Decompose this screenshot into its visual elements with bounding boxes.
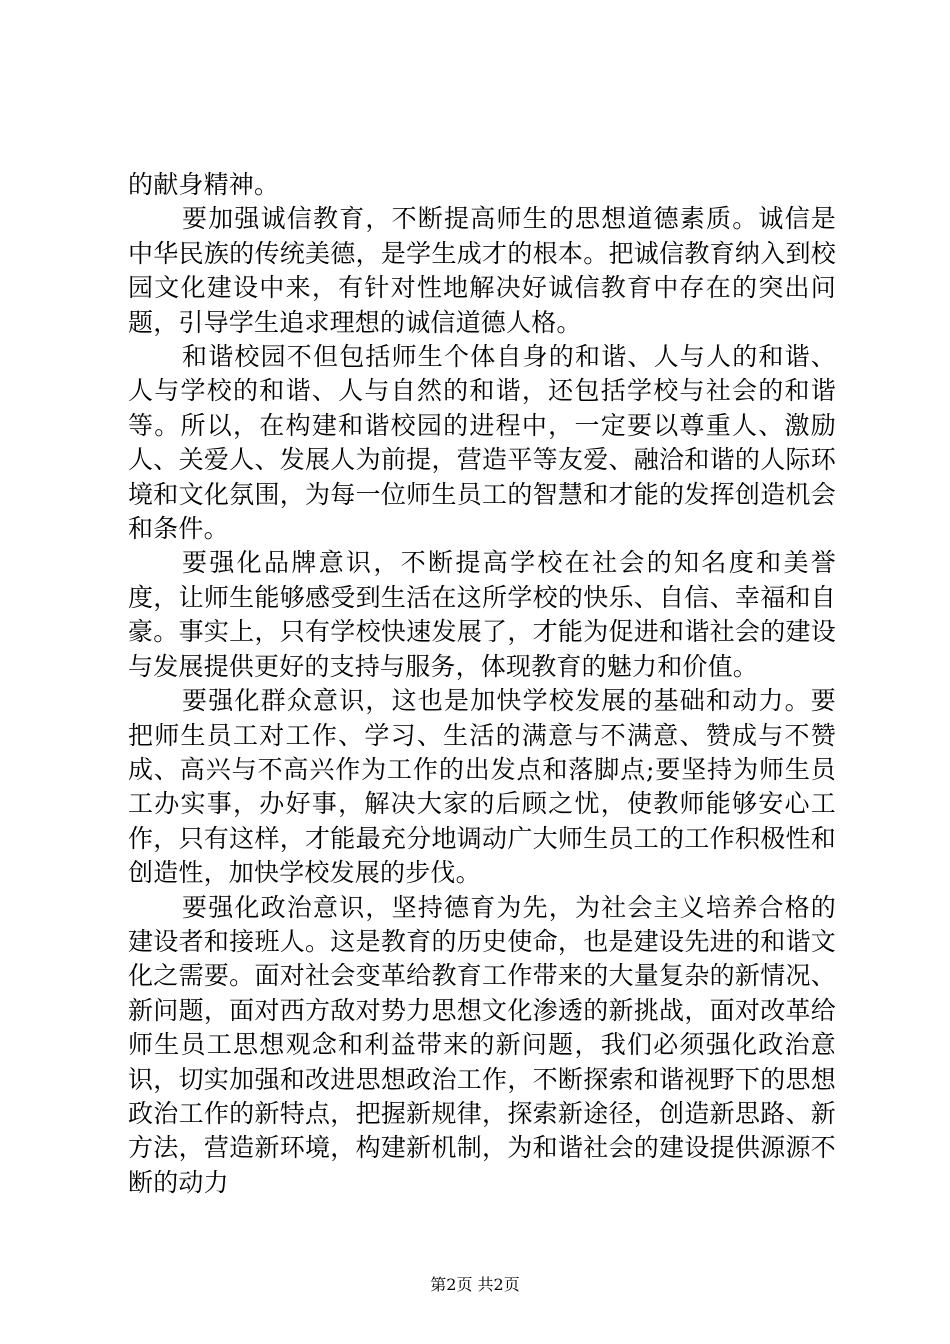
document-body [128,168,836,1200]
paragraph: 要强化政治意识，坚持德育为先，为社会主义培养合格的建设者和接班人。这是教育的历史使命，也是建设先进的和谐文化之需要。面对社会变革给教育工作带来的大量复杂的新情况、新问题，面对西方敌对势力思想文化渗透的新挑战，面对改革给师生员工思想观念和利益带来的新问题，我们必须强化政治意识，切实加强和改进思想政治工作，不断探索和谐视野下的思想政治工作的新特点，把握新规律，探索新途径，创造新思路、新方法，营造新环境，构建新机制，为和谐社会的建设提供源源不断的动力 [128,892,836,1197]
paragraph: 要加强诚信教育，不断提高师生的思想道德素质。诚信是中华民族的传统美德，是学生成才的根本。把诚信教育纳入到校园文化建设中来，有针对性地解决好诚信教育中存在的突出问题，引导学生追求理想的诚信道德人格。 [128,204,836,337]
paragraph: 的献身精神。 [128,170,280,199]
paragraph: 要强化群众意识，这也是加快学校发展的基础和动力。要把师生员工对工作、学习、生活的满意与不满意、赞成与不赞成、高兴与不高兴作为工作的出发点和落脚点;要坚持为师生员工办实事，办好事，解决大家的后顾之忧，使教师能够安心工作，只有这样，才能最充分地调动广大师生员工的工作积极性和创造性，加快学校发展的步伐。 [128,686,836,888]
paragraph: 和谐校园不但包括师生个体自身的和谐、人与人的和谐、人与学校的和谐、人与自然的和谐，还包括学校与社会的和谐等。所以，在构建和谐校园的进程中，一定要以尊重人、激励人、关爱人、发展人为前提，营造平等友爱、融洽和谐的人际环境和文化氛围，为每一位师生员工的智慧和才能的发挥创造机会和条件。 [128,342,836,544]
paragraph: 要强化品牌意识，不断提高学校在社会的知名度和美誉度，让师生能够感受到生活在这所学校的快乐、自信、幸福和自豪。事实上，只有学校快速发展了，才能为促进和谐社会的建设与发展提供更好的支持与服务，体现教育的魅力和价值。 [128,548,836,681]
page-number-footer: 第2页 共2页 [430,1275,520,1294]
